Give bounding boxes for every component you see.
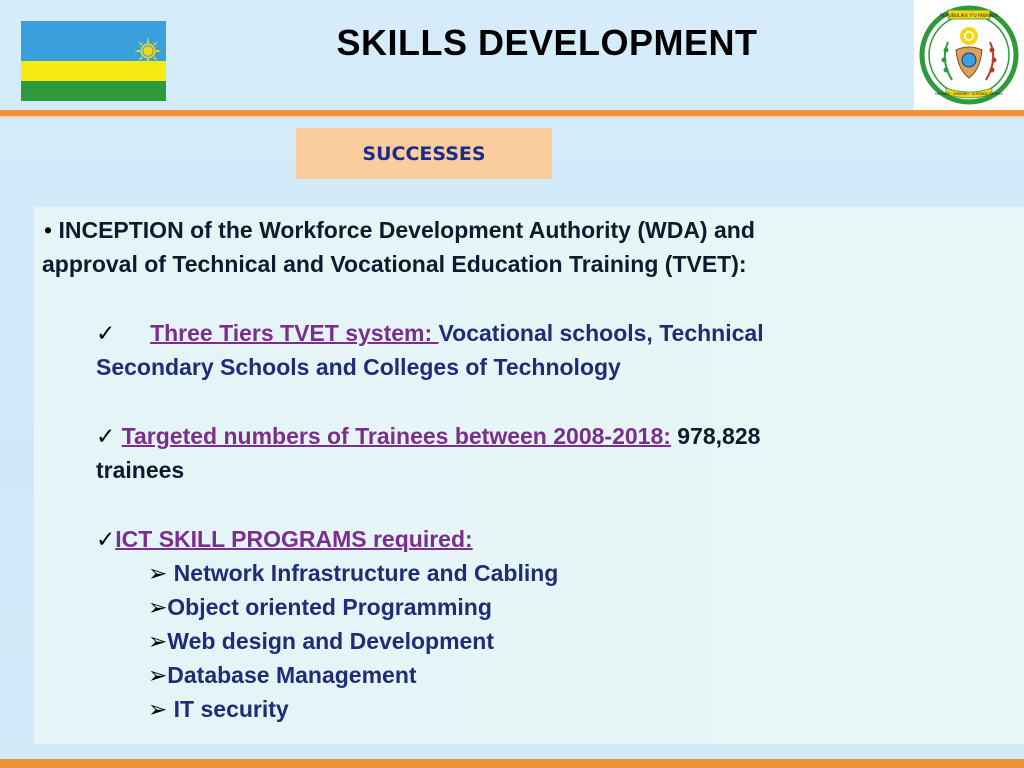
sub-item-label: Object oriented Programming <box>167 594 492 620</box>
sub-item <box>148 556 558 590</box>
footer-divider <box>0 759 1024 768</box>
subtitle-box <box>296 128 552 179</box>
three-tiers-text-2: Secondary Schools and Colleges of Technology <box>96 354 621 380</box>
arrow-icon: ➢ <box>148 662 168 688</box>
list-item-three-tiers <box>96 316 764 350</box>
sub-item <box>148 658 417 692</box>
ict-link[interactable]: ICT SKILL PROGRAMS required: <box>115 526 473 552</box>
arrow-icon: ➢ <box>148 560 168 586</box>
intro-line-1 <box>44 213 755 247</box>
sub-item-label: Network Infrastructure and Cabling <box>173 560 559 586</box>
content-panel <box>34 207 1024 744</box>
check-icon: ✓ <box>96 423 116 449</box>
flag-green-band <box>21 81 166 101</box>
list-item-targeted <box>96 419 760 453</box>
page-title: SKILLS DEVELOPMENT <box>336 22 758 63</box>
arrow-icon: ➢ <box>148 594 168 620</box>
targeted-text-2: trainees <box>96 457 185 483</box>
sub-item-label: IT security <box>173 696 289 722</box>
header-divider-shadow <box>0 116 1024 118</box>
arrow-icon: ➢ <box>148 628 168 654</box>
arrow-icon: ➢ <box>148 696 168 722</box>
targeted-link[interactable]: Targeted numbers of Trainees between 2008-2018: <box>121 423 671 449</box>
sun-icon <box>134 37 162 65</box>
subtitle: SUCCESSES <box>362 142 486 165</box>
sub-item-label: Database Management <box>167 662 417 688</box>
sub-item <box>148 692 289 726</box>
check-icon: ✓ <box>96 526 116 552</box>
emblem-top-text: REPUBULIKA Y'U RWANDA <box>939 14 999 19</box>
intro-line-2: approval of Technical and Vocational Education Training (TVET): <box>42 251 747 277</box>
intro-text-1: INCEPTION of the Workforce Development Authority (WDA) and <box>58 217 755 243</box>
list-item-ict <box>96 522 473 556</box>
three-tiers-link[interactable]: Three Tiers TVET system: <box>150 320 439 346</box>
sub-item <box>148 590 492 624</box>
three-tiers-text: Vocational schools, Technical <box>438 320 764 346</box>
sub-item <box>148 624 494 658</box>
check-icon: ✓ <box>96 320 116 346</box>
national-emblem-icon <box>918 2 1020 108</box>
bullet-icon: • <box>44 217 53 243</box>
rwanda-flag <box>21 21 166 101</box>
sub-item-label: Web design and Development <box>167 628 495 654</box>
targeted-value: 978,828 <box>670 423 761 449</box>
emblem-container <box>914 0 1024 110</box>
emblem-bottom-text: UBUMWE · UMURIMO · GUKUNDA IGIHUGU <box>935 92 1003 96</box>
